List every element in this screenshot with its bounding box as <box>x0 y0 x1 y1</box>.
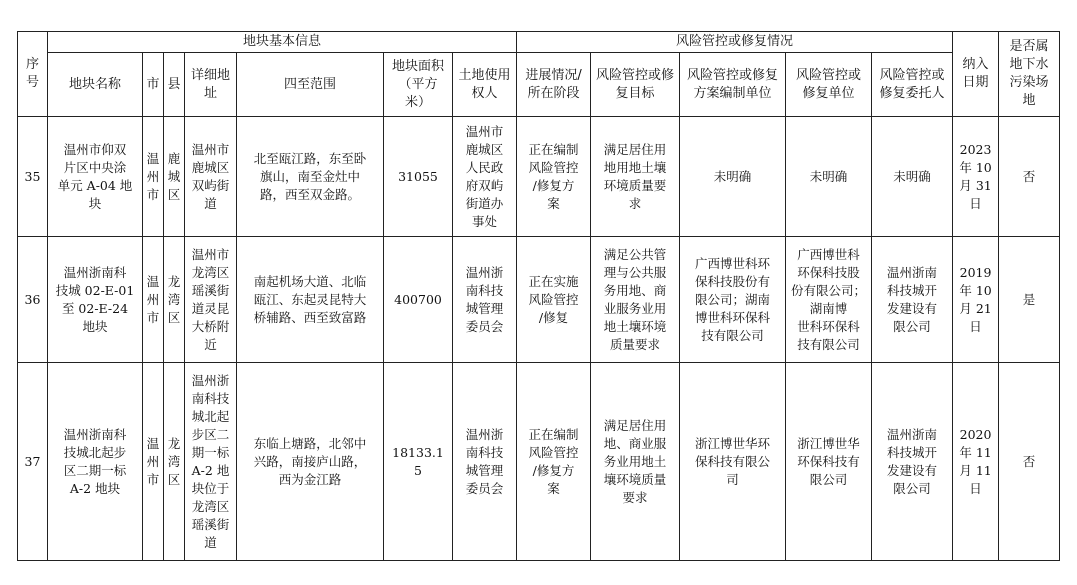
header-client: 风险管控或 修复委托人 <box>872 53 953 117</box>
cell-owner: 温州浙 南科技 城管理 委员会 <box>453 363 517 561</box>
cell-county: 龙 湾 区 <box>164 363 185 561</box>
header-plan-unit: 风险管控或修复 方案编制单位 <box>680 53 786 117</box>
cell-client: 未明确 <box>872 117 953 237</box>
cell-city: 温 州 市 <box>143 363 164 561</box>
cell-repair-unit: 浙江博世华 环保科技有 限公司 <box>786 363 872 561</box>
cell-client: 温州浙南 科技城开 发建设有 限公司 <box>872 237 953 363</box>
cell-progress: 正在编制 风险管控 /修复方 案 <box>517 117 591 237</box>
cell-address: 温州市 鹿城区 双屿街 道 <box>185 117 237 237</box>
cell-date: 2019 年 10 月 21 日 <box>953 237 999 363</box>
cell-name: 温州浙南科 技城北起步 区二期一标 A-2 地块 <box>48 363 143 561</box>
header-city: 市 <box>143 53 164 117</box>
header-name: 地块名称 <box>48 53 143 117</box>
header-address: 详细地 址 <box>185 53 237 117</box>
cell-county: 龙 湾 区 <box>164 237 185 363</box>
table-row <box>18 363 1060 561</box>
cell-city: 温 州 市 <box>143 237 164 363</box>
cell-date: 2023 年 10 月 31 日 <box>953 117 999 237</box>
cell-area: 18133.1 5 <box>384 363 453 561</box>
cell-name: 温州市仰双 片区中央涂 单元 A-04 地 块 <box>48 117 143 237</box>
cell-owner: 温州浙 南科技 城管理 委员会 <box>453 237 517 363</box>
header-seq: 序 号 <box>18 32 48 117</box>
cell-address: 温州浙 南科技 城北起 步区二 期一标 A-2 地 块位于 龙湾区 瑶溪街 道 <box>185 363 237 561</box>
header-include-date: 纳入 日期 <box>953 32 999 117</box>
cell-address: 温州市 龙湾区 瑶溪街 道灵昆 大桥附 近 <box>185 237 237 363</box>
cell-boundary: 南起机场大道、北临 瓯江、东起灵昆特大 桥辅路、西至致富路 <box>237 237 384 363</box>
cell-area: 31055 <box>384 117 453 237</box>
cell-boundary: 东临上塘路，北邻中 兴路，南接庐山路， 西为金江路 <box>237 363 384 561</box>
cell-repair-unit: 未明确 <box>786 117 872 237</box>
header-risk-info: 风险管控或修复情况 <box>517 32 953 53</box>
cell-client: 温州浙南 科技城开 发建设有 限公司 <box>872 363 953 561</box>
cell-seq: 36 <box>18 237 48 363</box>
cell-owner: 温州市 鹿城区 人民政 府双屿 街道办 事处 <box>453 117 517 237</box>
cell-target: 满足居住用 地用地土壤 环境质量要 求 <box>591 117 680 237</box>
header-groundwater: 是否属 地下水 污染场 地 <box>999 32 1060 117</box>
header-progress: 进展情况/ 所在阶段 <box>517 53 591 117</box>
cell-groundwater: 是 <box>999 237 1060 363</box>
cell-plan-unit: 未明确 <box>680 117 786 237</box>
cell-plan-unit: 广西博世科环 保科技股份有 限公司；湖南 博世科环保科 技有限公司 <box>680 237 786 363</box>
cell-plan-unit: 浙江博世华环 保科技有限公 司 <box>680 363 786 561</box>
header-row-top <box>18 32 1060 53</box>
cell-name: 温州浙南科 技城 02-E-01 至 02-E-24 地块 <box>48 237 143 363</box>
header-county: 县 <box>164 53 185 117</box>
header-area: 地块面积 （平方 米） <box>384 53 453 117</box>
cell-seq: 35 <box>18 117 48 237</box>
cell-area: 400700 <box>384 237 453 363</box>
cell-boundary: 北至瓯江路，东至卧 旗山，南至金灶中 路，西至双金路。 <box>237 117 384 237</box>
table-row <box>18 117 1060 237</box>
cell-groundwater: 否 <box>999 363 1060 561</box>
cell-county: 鹿 城 区 <box>164 117 185 237</box>
cell-city: 温 州 市 <box>143 117 164 237</box>
header-basic-info: 地块基本信息 <box>48 32 517 53</box>
cell-seq: 37 <box>18 363 48 561</box>
header-owner: 土地使用 权人 <box>453 53 517 117</box>
contaminated-sites-table <box>17 31 1060 561</box>
cell-progress: 正在编制 风险管控 /修复方 案 <box>517 363 591 561</box>
cell-progress: 正在实施 风险管控 /修复 <box>517 237 591 363</box>
cell-date: 2020 年 11 月 11 日 <box>953 363 999 561</box>
header-boundary: 四至范围 <box>237 53 384 117</box>
cell-target: 满足公共管 理与公共服 务用地、商 业服务业用 地土壤环境 质量要求 <box>591 237 680 363</box>
cell-groundwater: 否 <box>999 117 1060 237</box>
table-row <box>18 237 1060 363</box>
header-target: 风险管控或修 复目标 <box>591 53 680 117</box>
cell-repair-unit: 广西博世科 环保科技股 份有限公司；湖南博 世科环保科 技有限公司 <box>786 237 872 363</box>
cell-target: 满足居住用 地、商业服 务业用地土 壤环境质量 要求 <box>591 363 680 561</box>
header-row-sub <box>18 53 1060 117</box>
header-repair-unit: 风险管控或 修复单位 <box>786 53 872 117</box>
